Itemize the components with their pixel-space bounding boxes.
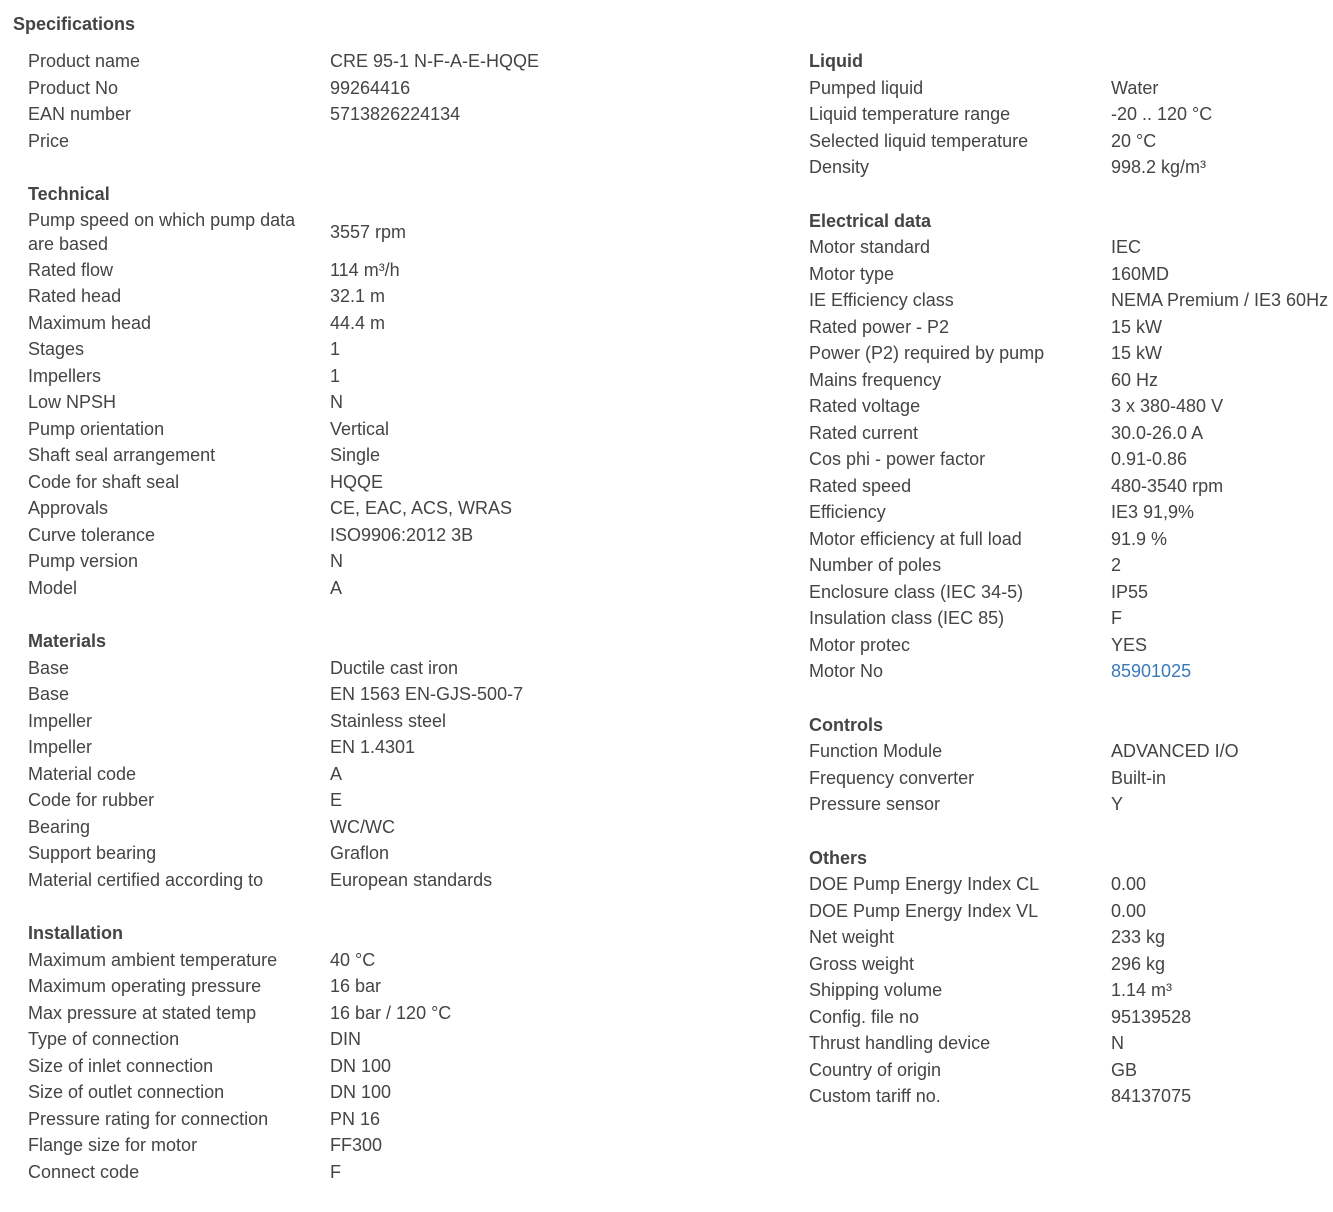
spec-row bbox=[809, 154, 1333, 181]
spec-row bbox=[809, 1057, 1333, 1084]
spec-label: Stages bbox=[28, 339, 85, 359]
group-title: Electrical data bbox=[809, 210, 932, 231]
spec-label: Frequency converter bbox=[809, 767, 975, 788]
spec-label: Code for shaft seal bbox=[28, 471, 180, 492]
spec-value: European standards bbox=[330, 869, 493, 890]
spec-row bbox=[809, 261, 1333, 288]
spec-row bbox=[28, 1000, 568, 1027]
spec-label: Cos phi - power factor bbox=[809, 449, 986, 469]
spec-row bbox=[809, 75, 1333, 102]
spec-value: NEMA Premium / IE3 60Hz bbox=[1111, 290, 1329, 310]
spec-row bbox=[809, 898, 1333, 925]
spec-row bbox=[28, 389, 568, 416]
spec-label: EAN number bbox=[28, 104, 132, 124]
spec-row bbox=[28, 761, 568, 788]
spec-row bbox=[28, 101, 568, 128]
spec-value: 84137075 bbox=[1111, 1086, 1192, 1106]
spec-value: F bbox=[330, 1161, 341, 1182]
spec-value: Y bbox=[1111, 794, 1124, 814]
spec-label: Rated speed bbox=[809, 475, 912, 496]
specs-left-column bbox=[28, 48, 568, 1212]
spec-value: 114 m³/h bbox=[330, 259, 400, 280]
spec-label: DOE Pump Energy Index CL bbox=[809, 874, 1040, 894]
spec-value: -20 .. 120 °C bbox=[1111, 104, 1213, 124]
spec-label: Net weight bbox=[809, 927, 895, 947]
spec-label: Base bbox=[28, 684, 70, 704]
spec-label: Insulation class (IEC 85) bbox=[809, 608, 1005, 628]
spec-value: 3557 rpm bbox=[330, 221, 407, 242]
spec-row bbox=[28, 363, 568, 390]
spec-row bbox=[809, 128, 1333, 155]
spec-row bbox=[809, 1030, 1333, 1057]
spec-row bbox=[28, 973, 568, 1000]
spec-value: N bbox=[330, 551, 343, 571]
spec-value: Single bbox=[330, 445, 381, 465]
spec-value: 15 kW bbox=[1111, 316, 1163, 337]
spec-value: 1 bbox=[330, 339, 341, 359]
spec-label: Product name bbox=[28, 51, 141, 71]
spec-label: Base bbox=[28, 657, 70, 678]
group-title: Materials bbox=[28, 631, 107, 651]
spec-row bbox=[809, 234, 1333, 261]
spec-label: Curve tolerance bbox=[28, 524, 156, 545]
spec-value: 91.9 % bbox=[1111, 528, 1168, 549]
spec-label: Impeller bbox=[28, 710, 93, 731]
spec-value: 2 bbox=[1111, 555, 1122, 575]
spec-label: Custom tariff no. bbox=[809, 1086, 941, 1106]
spec-row bbox=[809, 1083, 1333, 1110]
group-title: Controls bbox=[809, 714, 883, 735]
spec-row bbox=[809, 499, 1333, 526]
spec-row bbox=[28, 310, 568, 337]
spec-value: 16 bar bbox=[330, 976, 382, 996]
spec-value: DN 100 bbox=[330, 1082, 392, 1102]
spec-label: Material code bbox=[28, 763, 137, 784]
spec-value: IE3 91,9% bbox=[1111, 502, 1195, 522]
spec-value: YES bbox=[1111, 634, 1148, 655]
spec-label: Motor No bbox=[809, 661, 884, 681]
spec-label: Selected liquid temperature bbox=[809, 130, 1029, 151]
spec-row bbox=[28, 787, 568, 814]
spec-group-others bbox=[809, 845, 1333, 1110]
spec-row bbox=[28, 1079, 568, 1106]
spec-value: N bbox=[1111, 1033, 1124, 1053]
spec-label: Rated current bbox=[809, 422, 919, 443]
spec-label: Motor protec bbox=[809, 634, 911, 655]
spec-label: IE Efficiency class bbox=[809, 290, 954, 310]
spec-row bbox=[28, 1106, 568, 1133]
spec-value: 20 °C bbox=[1111, 130, 1157, 151]
spec-value: 1 bbox=[330, 365, 341, 386]
spec-value: 16 bar / 120 °C bbox=[330, 1002, 452, 1023]
spec-label: Pump speed on which pump data are based bbox=[28, 209, 296, 254]
spec-label: Enclosure class (IEC 34-5) bbox=[809, 581, 1024, 602]
spec-row bbox=[28, 655, 568, 682]
spec-value: Graflon bbox=[330, 843, 390, 863]
page-title: Specifications bbox=[13, 14, 136, 34]
spec-value: Water bbox=[1111, 77, 1159, 98]
spec-label: Product No bbox=[28, 77, 119, 98]
spec-value: DN 100 bbox=[330, 1055, 392, 1076]
spec-label: Pumped liquid bbox=[809, 77, 924, 98]
spec-label: Liquid temperature range bbox=[809, 104, 1011, 124]
spec-row bbox=[28, 734, 568, 761]
spec-label: Rated voltage bbox=[809, 396, 921, 416]
group-title: Technical bbox=[28, 184, 110, 204]
spec-value: 233 kg bbox=[1111, 927, 1166, 947]
spec-row bbox=[809, 314, 1333, 341]
spec-label: Flange size for motor bbox=[28, 1135, 198, 1155]
spec-label: Maximum ambient temperature bbox=[28, 949, 278, 970]
spec-value: 40 °C bbox=[330, 949, 376, 970]
spec-value: A bbox=[330, 577, 343, 598]
spec-row bbox=[809, 605, 1333, 632]
spec-value: 0.00 bbox=[1111, 900, 1147, 921]
spec-row bbox=[809, 871, 1333, 898]
spec-row bbox=[28, 1026, 568, 1053]
spec-label: Impeller bbox=[28, 737, 93, 757]
spec-row bbox=[809, 340, 1333, 367]
spec-value: 0.00 bbox=[1111, 874, 1147, 894]
spec-row bbox=[809, 552, 1333, 579]
spec-value: 3 x 380-480 V bbox=[1111, 396, 1224, 416]
spec-row bbox=[809, 765, 1333, 792]
spec-row bbox=[28, 283, 568, 310]
specs-right-column bbox=[809, 48, 1333, 1137]
spec-label: Type of connection bbox=[28, 1029, 180, 1049]
spec-row bbox=[809, 579, 1333, 606]
spec-group-electrical-data bbox=[809, 208, 1333, 685]
spec-value: Stainless steel bbox=[330, 710, 447, 731]
spec-label: Number of poles bbox=[809, 555, 942, 575]
spec-label: Maximum head bbox=[28, 312, 152, 333]
spec-group-general bbox=[28, 48, 568, 154]
spec-value: Built-in bbox=[1111, 767, 1167, 788]
spec-row bbox=[28, 708, 568, 735]
spec-row bbox=[28, 336, 568, 363]
spec-row bbox=[28, 681, 568, 708]
spec-row bbox=[809, 287, 1333, 314]
spec-label: Support bearing bbox=[28, 843, 157, 863]
spec-label: Code for rubber bbox=[28, 790, 155, 810]
spec-label: Rated power - P2 bbox=[809, 316, 950, 337]
spec-value: 99264416 bbox=[330, 77, 411, 98]
spec-row bbox=[809, 632, 1333, 659]
spec-label: Material certified according to bbox=[28, 869, 264, 890]
spec-label: Pressure sensor bbox=[809, 794, 941, 814]
spec-value: GB bbox=[1111, 1059, 1138, 1080]
spec-row bbox=[809, 393, 1333, 420]
spec-value: Vertical bbox=[330, 418, 390, 439]
spec-value: EN 1.4301 bbox=[330, 737, 416, 757]
spec-label: Bearing bbox=[28, 816, 91, 837]
spec-row bbox=[28, 575, 568, 602]
spec-label: Thrust handling device bbox=[809, 1033, 991, 1053]
spec-value: FF300 bbox=[330, 1135, 383, 1155]
spec-row bbox=[28, 416, 568, 443]
spec-label: Motor type bbox=[809, 263, 895, 284]
spec-value: DIN bbox=[330, 1029, 361, 1049]
spec-row bbox=[809, 658, 1333, 685]
spec-group-installation bbox=[28, 920, 568, 1185]
spec-row bbox=[28, 469, 568, 496]
spec-row bbox=[809, 446, 1333, 473]
spec-row bbox=[28, 548, 568, 575]
spec-value: WC/WC bbox=[330, 816, 395, 837]
spec-label: Low NPSH bbox=[28, 392, 117, 412]
spec-value: 44.4 m bbox=[330, 312, 386, 333]
spec-group-materials bbox=[28, 628, 568, 893]
spec-label: Pump version bbox=[28, 551, 139, 571]
spec-row bbox=[809, 1004, 1333, 1031]
spec-row bbox=[809, 738, 1333, 765]
spec-value: 296 kg bbox=[1111, 953, 1166, 974]
spec-row bbox=[809, 367, 1333, 394]
spec-value: 32.1 m bbox=[330, 286, 386, 306]
spec-value: 95139528 bbox=[1111, 1006, 1192, 1027]
spec-value: HQQE bbox=[330, 471, 384, 492]
spec-label: Connect code bbox=[28, 1161, 140, 1182]
spec-label: Motor efficiency at full load bbox=[809, 528, 1022, 549]
spec-value: IP55 bbox=[1111, 581, 1149, 602]
spec-label: Size of outlet connection bbox=[28, 1082, 225, 1102]
spec-value-link[interactable]: 85901025 bbox=[1111, 661, 1192, 681]
spec-value: CRE 95-1 N-F-A-E-HQQE bbox=[330, 51, 540, 71]
spec-label: Impellers bbox=[28, 365, 102, 386]
spec-group-liquid bbox=[809, 48, 1333, 181]
spec-label: DOE Pump Energy Index VL bbox=[809, 900, 1039, 921]
spec-row bbox=[28, 814, 568, 841]
spec-value: CE, EAC, ACS, WRAS bbox=[330, 498, 513, 518]
spec-label: Gross weight bbox=[809, 953, 915, 974]
spec-label: Density bbox=[809, 157, 870, 177]
spec-label: Pump orientation bbox=[28, 418, 165, 439]
spec-label: Model bbox=[28, 577, 78, 598]
spec-value: 160MD bbox=[1111, 263, 1170, 284]
spec-label: Country of origin bbox=[809, 1059, 942, 1080]
spec-row bbox=[28, 1159, 568, 1186]
spec-row bbox=[28, 495, 568, 522]
spec-label: Max pressure at stated temp bbox=[28, 1002, 257, 1023]
spec-row bbox=[28, 867, 568, 894]
spec-group-technical bbox=[28, 181, 568, 601]
spec-row bbox=[809, 420, 1333, 447]
group-title: Liquid bbox=[809, 51, 863, 71]
spec-row bbox=[28, 442, 568, 469]
spec-value: Ductile cast iron bbox=[330, 657, 459, 678]
spec-value: E bbox=[330, 790, 343, 810]
spec-value: IEC bbox=[1111, 237, 1142, 257]
spec-row bbox=[809, 526, 1333, 553]
spec-value: 998.2 kg/m³ bbox=[1111, 157, 1207, 177]
spec-label: Function Module bbox=[809, 741, 943, 761]
group-title: Installation bbox=[28, 923, 124, 943]
spec-label: Power (P2) required by pump bbox=[809, 343, 1045, 363]
spec-value: ISO9906:2012 3B bbox=[330, 524, 474, 545]
spec-label: Motor standard bbox=[809, 237, 931, 257]
spec-label: Price bbox=[28, 130, 70, 151]
spec-value: A bbox=[330, 763, 343, 784]
spec-row bbox=[809, 101, 1333, 128]
spec-row bbox=[28, 1132, 568, 1159]
spec-row bbox=[28, 48, 568, 75]
spec-row bbox=[809, 951, 1333, 978]
spec-value: F bbox=[1111, 608, 1122, 628]
spec-value: 480-3540 rpm bbox=[1111, 475, 1224, 496]
spec-label: Maximum operating pressure bbox=[28, 976, 262, 996]
group-title: Others bbox=[809, 847, 868, 868]
spec-label: Efficiency bbox=[809, 502, 886, 522]
spec-label: Shaft seal arrangement bbox=[28, 445, 216, 465]
spec-value: N bbox=[330, 392, 343, 412]
spec-value: ADVANCED I/O bbox=[1111, 741, 1239, 761]
spec-label: Pressure rating for connection bbox=[28, 1108, 269, 1129]
spec-row bbox=[28, 208, 568, 257]
spec-value bbox=[330, 128, 568, 155]
spec-row bbox=[809, 924, 1333, 951]
spec-label: Mains frequency bbox=[809, 369, 942, 390]
spec-label: Approvals bbox=[28, 498, 109, 518]
spec-value: 30.0-26.0 A bbox=[1111, 422, 1204, 443]
spec-row bbox=[809, 977, 1333, 1004]
spec-group-controls bbox=[809, 712, 1333, 818]
spec-row bbox=[28, 1053, 568, 1080]
spec-value: 60 Hz bbox=[1111, 369, 1159, 390]
spec-label: Config. file no bbox=[809, 1006, 920, 1027]
spec-label: Shipping volume bbox=[809, 980, 943, 1000]
spec-value: 1.14 m³ bbox=[1111, 980, 1173, 1000]
spec-row bbox=[28, 75, 568, 102]
spec-row bbox=[28, 840, 568, 867]
spec-value: PN 16 bbox=[330, 1108, 381, 1129]
spec-row bbox=[28, 947, 568, 974]
spec-value: EN 1563 EN-GJS-500-7 bbox=[330, 684, 524, 704]
spec-row bbox=[28, 522, 568, 549]
spec-label: Rated head bbox=[28, 286, 122, 306]
spec-value: 15 kW bbox=[1111, 343, 1163, 363]
spec-value: 5713826224134 bbox=[330, 104, 461, 124]
spec-label: Size of inlet connection bbox=[28, 1055, 214, 1076]
spec-row bbox=[809, 473, 1333, 500]
spec-row bbox=[809, 791, 1333, 818]
spec-value: 0.91-0.86 bbox=[1111, 449, 1188, 469]
spec-label: Rated flow bbox=[28, 259, 114, 280]
spec-row bbox=[28, 257, 568, 284]
spec-row bbox=[28, 128, 568, 155]
